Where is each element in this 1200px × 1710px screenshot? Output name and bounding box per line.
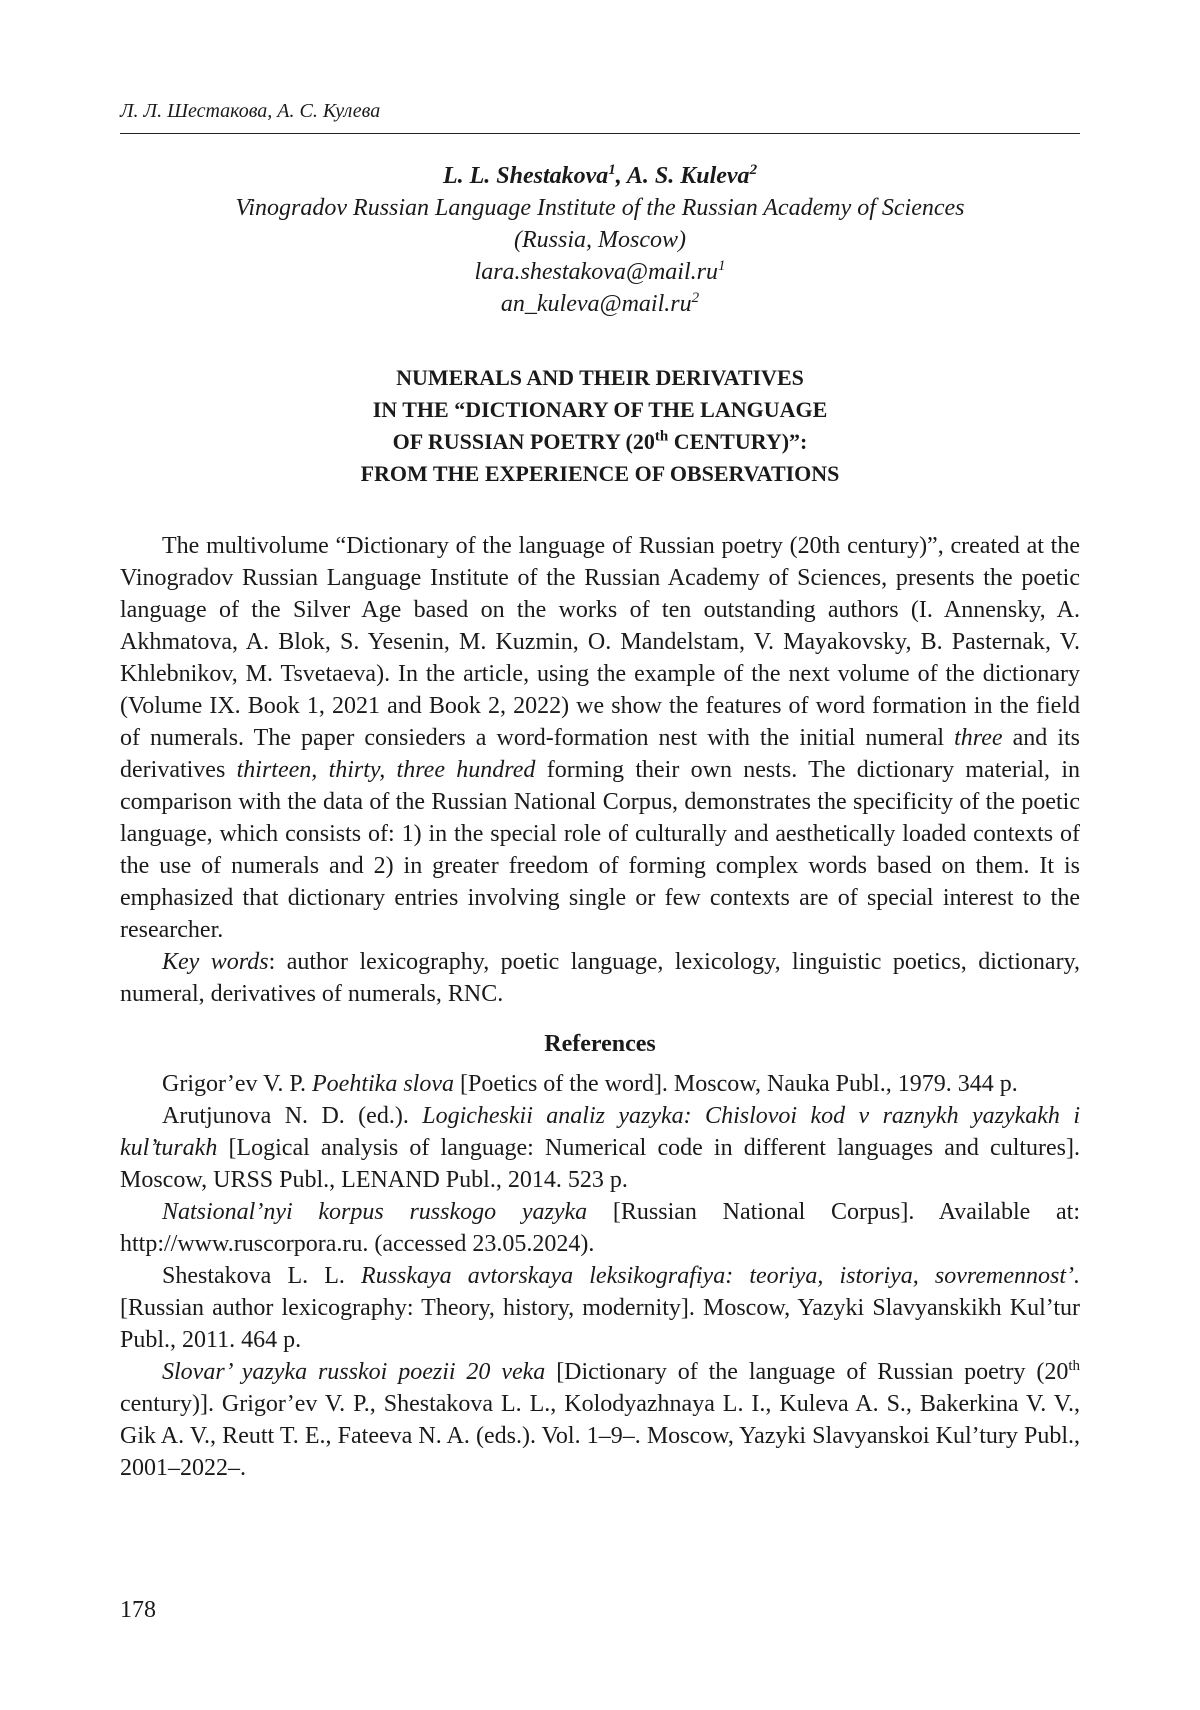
- ref-4-title: Russkaya avtorskaya leksikografiya: teoriya, istoriya, sovremennost’.: [361, 1263, 1080, 1289]
- title-superscript: th: [654, 428, 669, 445]
- reference-item: [120, 1196, 1080, 1260]
- author-1: L. L. Shestakova: [442, 163, 609, 189]
- email-2-marker: 2: [691, 290, 700, 306]
- author-2: A. S. Kuleva: [626, 163, 750, 189]
- ref-2-title: Logicheskii analiz yazyka: Chislovoi kod v raznykh yazykakh i kul’turakh: [120, 1103, 1080, 1161]
- email-line-1: [120, 256, 1080, 288]
- author-line: [120, 160, 1080, 192]
- title-line-4: FROM THE EXPERIENCE OF OBSERVATIONS: [360, 461, 840, 486]
- ref-4-details: [Russian author lexicography: Theory, history, modernity]. Moscow, Yazyki Slavyanskikh Kul’tur Publ., 2011. 464 p.: [120, 1295, 1080, 1353]
- running-head: Л. Л. Шестакова, А. С. Кулева: [120, 100, 381, 122]
- author-2-marker: 2: [749, 162, 758, 178]
- email-1: lara.shestakova@mail.ru: [474, 259, 718, 285]
- ref-4-author: Shestakova L. L.: [162, 1263, 362, 1289]
- abstract-text-3: forming their own nests. The dictionary material, in comparison with the data of the Russian National Corpus, demonstrates the specificity of the poetic language, which consists of: 1) in the special role of culturally and aesthetically loaded contexts of the use of numerals and 2) in greater freedom of forming complex words based on them. It is emphasized that dictionary entries involving single or few contexts are of special interest to the researcher.: [120, 757, 1080, 943]
- title-line-3: [120, 426, 1080, 458]
- abstract: [120, 530, 1080, 1010]
- reference-item: [120, 1356, 1080, 1484]
- author-separator: ,: [615, 163, 627, 189]
- title-line-3-start: OF RUSSIAN POETRY (20: [392, 429, 655, 454]
- page-number: 178: [120, 1597, 156, 1623]
- ref-2-author: Arutjunova N. D. (ed.).: [162, 1103, 423, 1129]
- ref-5-superscript: th: [1068, 1358, 1080, 1374]
- ref-1-details: [Poetics of the word]. Moscow, Nauka Publ., 1979. 344 p.: [453, 1071, 1018, 1097]
- reference-item: [120, 1100, 1080, 1196]
- abstract-paragraph: [120, 530, 1080, 946]
- affiliation-institute: Vinogradov Russian Language Institute of the Russian Academy of Sciences: [235, 195, 965, 221]
- ref-5-details: [Dictionary of the language of Russian poetry (20: [545, 1359, 1069, 1385]
- email-2: an_kuleva@mail.ru: [500, 291, 692, 317]
- article-title: [120, 362, 1080, 490]
- key-words: [120, 946, 1080, 1010]
- ref-5-details-end: century)]. Grigor’ev V. P., Shestakova L. L., Kolodyazhnaya L. I., Kuleva A. S., Bakerkina V. V., Gik A. V., Reutt T. E., Fateeva N. A. (eds.). Vol. 1–9–. Moscow, Yazyki Slavyanskoi Kul’tury Publ., 2001–2022–.: [120, 1391, 1080, 1481]
- article-body: [120, 160, 1080, 1484]
- abstract-italic-1: three: [954, 725, 1003, 751]
- email-1-marker: 1: [717, 258, 726, 274]
- ref-1-author: Grigor’ev V. P.: [162, 1071, 313, 1097]
- title-line-2: IN THE “DICTIONARY OF THE LANGUAGE: [372, 397, 828, 422]
- affiliation-location: (Russia, Moscow): [514, 227, 686, 253]
- key-words-label: Key words: [162, 949, 269, 975]
- title-line-3-end: CENTURY)”:: [668, 429, 808, 454]
- key-words-text: : author lexicography, poetic language, lexicology, linguistic poetics, dictionary, numeral, derivatives of numerals, RNC.: [120, 949, 1081, 1007]
- ref-5-title: Slovar’ yazyka russkoi poezii 20 veka: [162, 1359, 546, 1385]
- email-line-2: [120, 288, 1080, 320]
- abstract-text-2: and its derivatives: [120, 725, 1081, 783]
- references-heading: References: [544, 1031, 656, 1057]
- abstract-text-1: The multivolume “Dictionary of the language of Russian poetry (20th century)”, created at the Vinogradov Russian Language Institute of the Russian Academy of Sciences, presents the poetic language of the Silver Age based on the works of ten outstanding authors (I. Annensky, A. Akhmatova, A. Blok, S. Yesenin, M. Kuzmin, O. Mandelstam, V. Mayakovsky, B. Pasternak, V. Khlebnikov, M. Tsvetaeva). In the article, using the example of the next volume of the dictionary (Volume IX. Book 1, 2021 and Book 2, 2022) we show the features of word formation in the field of numerals. The paper consieders a word-formation nest with the initial numeral: [120, 533, 1080, 751]
- ref-2-details: [Logical analysis of language: Numerical code in different languages and cultures]. Moscow, URSS Publ., LENAND Publ., 2014. 523 p.: [120, 1135, 1080, 1193]
- ref-3-title: Natsional’nyi korpus russkogo yazyka: [162, 1199, 588, 1225]
- reference-item: [120, 1260, 1080, 1356]
- title-line-1: NUMERALS AND THEIR DERIVATIVES: [396, 365, 804, 390]
- abstract-italic-2: thirteen, thirty, three hundred: [236, 757, 536, 783]
- header-rule: [120, 133, 1080, 134]
- author-1-marker: 1: [608, 162, 616, 178]
- reference-item: [120, 1068, 1080, 1100]
- ref-1-title: Poehtika slova: [312, 1071, 454, 1097]
- ref-3-details: [Russian National Corpus]. Available at: http://www.ruscorpora.ru. (accessed 23.05.2024).: [120, 1199, 1080, 1257]
